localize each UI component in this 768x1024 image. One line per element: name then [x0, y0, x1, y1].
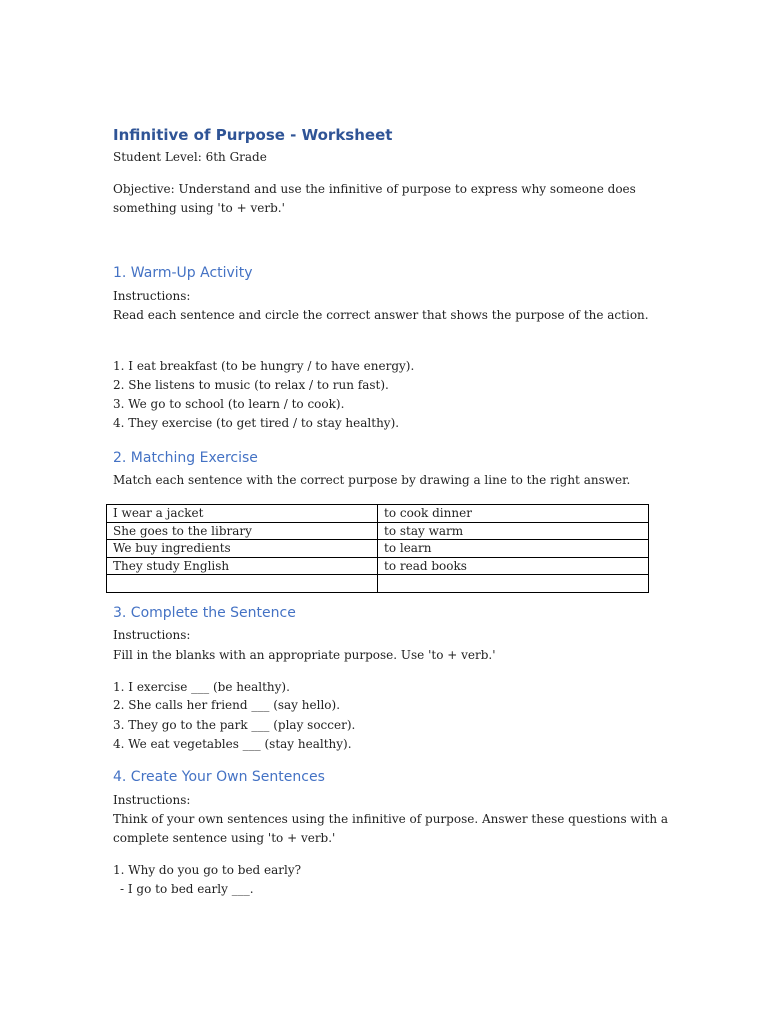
section-4-instructions-label: Instructions: — [113, 793, 191, 807]
matching-table — [106, 504, 649, 593]
table-cell-sentence: She goes to the library — [107, 522, 378, 540]
complete-item: 2. She calls her friend ___ (say hello). — [113, 698, 341, 712]
student-level: Student Level: 6th Grade — [113, 150, 267, 164]
create-answer: - I go to bed early ___. — [120, 882, 254, 896]
section-1-instructions: Read each sentence and circle the correct answer that shows the purpose of the action. — [113, 308, 649, 322]
table-row — [107, 522, 649, 540]
section-3-instructions-label: Instructions: — [113, 628, 191, 642]
table-cell-sentence — [107, 575, 378, 593]
table-row — [107, 505, 649, 523]
table-cell-purpose: to stay warm — [378, 522, 649, 540]
table-cell-purpose: to learn — [378, 540, 649, 558]
warmup-item: 2. She listens to music (to relax / to run fast). — [113, 378, 389, 392]
warmup-item: 3. We go to school (to learn / to cook). — [113, 397, 345, 411]
objective-line-1: Objective: Understand and use the infinitive of purpose to express why someone does — [113, 182, 636, 196]
warmup-item: 4. They exercise (to get tired / to stay healthy). — [113, 416, 400, 430]
warmup-item: 1. I eat breakfast (to be hungry / to have energy). — [113, 359, 415, 373]
section-4-heading: 4. Create Your Own Sentences — [113, 769, 325, 785]
section-3-instructions: Fill in the blanks with an appropriate purpose. Use 'to + verb.' — [113, 648, 496, 662]
create-question: 1. Why do you go to bed early? — [113, 863, 302, 877]
section-3-heading: 3. Complete the Sentence — [113, 605, 296, 621]
section-1-heading: 1. Warm-Up Activity — [113, 265, 253, 281]
page-title: Infinitive of Purpose - Worksheet — [113, 126, 393, 144]
section-2-instructions: Match each sentence with the correct purpose by drawing a line to the right answer. — [113, 473, 631, 487]
complete-item: 1. I exercise ___ (be healthy). — [113, 680, 290, 694]
section-4-instructions-line-1: Think of your own sentences using the infinitive of purpose. Answer these questions with a — [113, 812, 669, 826]
section-1-instructions-label: Instructions: — [113, 289, 191, 303]
table-cell-sentence: I wear a jacket — [107, 505, 378, 523]
objective-line-2: something using 'to + verb.' — [113, 201, 285, 215]
table-cell-purpose: to read books — [378, 557, 649, 575]
section-4-instructions-line-2: complete sentence using 'to + verb.' — [113, 831, 336, 845]
table-cell-sentence: We buy ingredients — [107, 540, 378, 558]
table-cell-purpose — [378, 575, 649, 593]
complete-item: 3. They go to the park ___ (play soccer). — [113, 718, 356, 732]
table-cell-sentence: They study English — [107, 557, 378, 575]
section-2-heading: 2. Matching Exercise — [113, 450, 258, 466]
table-cell-purpose: to cook dinner — [378, 505, 649, 523]
complete-item: 4. We eat vegetables ___ (stay healthy). — [113, 737, 352, 751]
table-row — [107, 540, 649, 558]
table-row — [107, 557, 649, 575]
table-row — [107, 575, 649, 593]
